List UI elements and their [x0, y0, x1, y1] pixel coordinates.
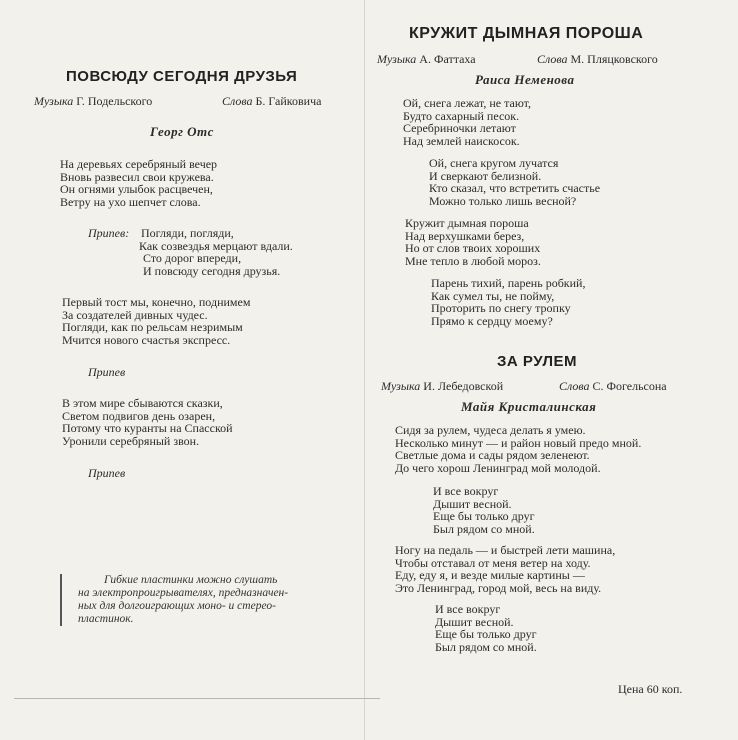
song2-verse2 — [429, 157, 600, 207]
verse-line: За создателей дивных чудес. — [62, 307, 208, 322]
song3-verse2 — [395, 544, 615, 594]
song1-refrain-repeat-2: Припев — [88, 466, 126, 480]
verse-line: Ой, снега кругом лучатся — [429, 156, 559, 170]
verse-line: Ветру на ухо шепчет слова. — [60, 194, 201, 209]
refrain-line: Был рядом со мной. — [433, 521, 535, 536]
song1-verse2 — [62, 296, 250, 346]
song1-refrain-label: Припев: — [88, 226, 130, 240]
column-divider — [364, 0, 365, 740]
song2-title: КРУЖИТ ДЫМНАЯ ПОРОША — [409, 25, 644, 42]
verse-line: Уронили серебряный звон. — [62, 433, 200, 448]
song1-credits — [34, 94, 152, 109]
bottom-rule — [14, 698, 380, 699]
verse-line: Ногу на педаль — и быстрей лети машина, — [395, 543, 616, 557]
song1-refrain-repeat-1: Припев — [88, 365, 126, 379]
refrain-line: Сто дорог впереди, — [143, 251, 242, 266]
song3-refrain2 — [435, 603, 537, 653]
song2-credits — [377, 52, 476, 67]
song1-music-author: Г. Подельского — [76, 94, 153, 108]
verse-line: Серебриночки летают — [403, 121, 516, 136]
song1-verse1 — [60, 158, 217, 208]
refrain-line: Еще бы только друг — [433, 509, 535, 524]
refrain-line: Дышит весной. — [435, 614, 514, 629]
price-label: Цена 60 коп. — [618, 682, 683, 696]
verse-line: Проторить по снегу тропку — [431, 301, 571, 316]
song3-music-label: Музыка — [381, 379, 421, 393]
verse-line: Мне тепло в любой мороз. — [405, 253, 541, 268]
verse-line: Ой, снега лежат, не тают, — [403, 96, 531, 110]
verse-line: Светлые дома и сады рядом зеленеют. — [395, 448, 590, 463]
verse-line: Он огнями улыбок расцвечен, — [60, 182, 213, 197]
song1-title: ПОВСЮДУ СЕГОДНЯ ДРУЗЬЯ — [66, 68, 298, 85]
verse-line: Еду, еду я, и везде милые картины — — [395, 568, 585, 583]
verse-line: Можно только лишь весной? — [429, 193, 577, 208]
verse-line: Над верхушками берез, — [405, 228, 525, 243]
song1-words-label: Слова — [222, 94, 253, 108]
verse-line: Вновь развесил свои кружева. — [60, 169, 214, 184]
verse-line: Несколько минут — и район новый предо мной. — [395, 435, 642, 450]
song1-performer: Георг Отс — [150, 124, 214, 139]
song1-music-label: Музыка — [34, 94, 74, 108]
refrain-line: Еще бы только друг — [435, 627, 537, 642]
song3-words-author: С. Фогельсона — [592, 379, 667, 393]
verse-line: Прямо к сердцу моему? — [431, 313, 553, 328]
playback-notice — [60, 574, 368, 626]
refrain-line: И все вокруг — [433, 484, 499, 498]
verse-line: До чего хорош Ленинград мой молодой. — [395, 460, 601, 475]
verse-line: И сверкают белизной. — [429, 168, 542, 183]
verse-line: Потому что куранты на Спасской — [62, 421, 233, 436]
notice-line: Гибкие пластинки можно слушать — [104, 574, 278, 586]
verse-line: Над землей наискосок. — [403, 133, 520, 148]
refrain-line: Погляди, погляди, — [141, 226, 234, 240]
verse-line: В этом мире сбываются сказки, — [62, 396, 223, 410]
song3-music-author: И. Лебедовской — [423, 379, 504, 393]
song3-words-label: Слова — [559, 379, 590, 393]
song1-refrain — [139, 227, 293, 277]
verse-line: На деревьях серебряный вечер — [60, 157, 218, 171]
song3-refrain1 — [433, 485, 535, 535]
song2-music-author: А. Фаттаха — [419, 52, 476, 66]
song3-performer: Майя Кристалинская — [461, 399, 597, 414]
notice-line: ных для долгоиграющих моно- и стерео- — [78, 600, 276, 612]
refrain-line: И повсюду сегодня друзья. — [143, 263, 281, 278]
song2-verse4 — [431, 277, 585, 327]
verse-line: Мчится нового счастья экспресс. — [62, 332, 231, 347]
verse-line: Кружит дымная пороша — [405, 216, 529, 230]
verse-line: Парень тихий, парень робкий, — [431, 276, 586, 290]
verse-line: Чтобы отставал от меня ветер на ходу. — [395, 555, 591, 570]
refrain-line: Как созвездья мерцают вдали. — [139, 238, 293, 253]
song2-performer: Раиса Неменова — [475, 72, 575, 87]
notice-line: на электропроигрывателях, предназначен- — [78, 587, 289, 599]
song1-words-author: Б. Гайковича — [255, 94, 322, 108]
verse-line: Погляди, как по рельсам незримым — [62, 320, 243, 335]
song2-music-label: Музыка — [377, 52, 417, 66]
song3-verse1 — [395, 424, 641, 474]
song3-words — [559, 379, 667, 394]
song2-verse3 — [405, 217, 541, 267]
verse-line: Как сумел ты, не пойму, — [431, 288, 555, 303]
verse-line: Кто сказал, что встретить счастье — [429, 181, 601, 196]
verse-line: Первый тост мы, конечно, поднимем — [62, 295, 251, 309]
song1-verse3 — [62, 397, 233, 447]
song1-words — [222, 94, 321, 109]
notice-line: пластинок. — [78, 613, 134, 625]
verse-line: Будто сахарный песок. — [403, 108, 520, 123]
verse-line: Светом подвигов день озарен, — [62, 408, 216, 423]
verse-line: Но от слов твоих хороших — [405, 241, 541, 256]
song2-words — [537, 52, 658, 67]
refrain-line: И все вокруг — [435, 602, 501, 616]
song2-words-label: Слова — [537, 52, 568, 66]
verse-line: Это Ленинград, город мой, весь на виду. — [395, 580, 602, 595]
refrain-line: Был рядом со мной. — [435, 639, 537, 654]
song3-title: ЗА РУЛЕМ — [497, 353, 577, 370]
song2-verse1 — [403, 97, 531, 147]
verse-line: Сидя за рулем, чудеса делать я умею. — [395, 423, 586, 437]
song2-words-author: М. Пляцковского — [570, 52, 658, 66]
song3-credits — [381, 379, 503, 394]
refrain-line: Дышит весной. — [433, 496, 512, 511]
